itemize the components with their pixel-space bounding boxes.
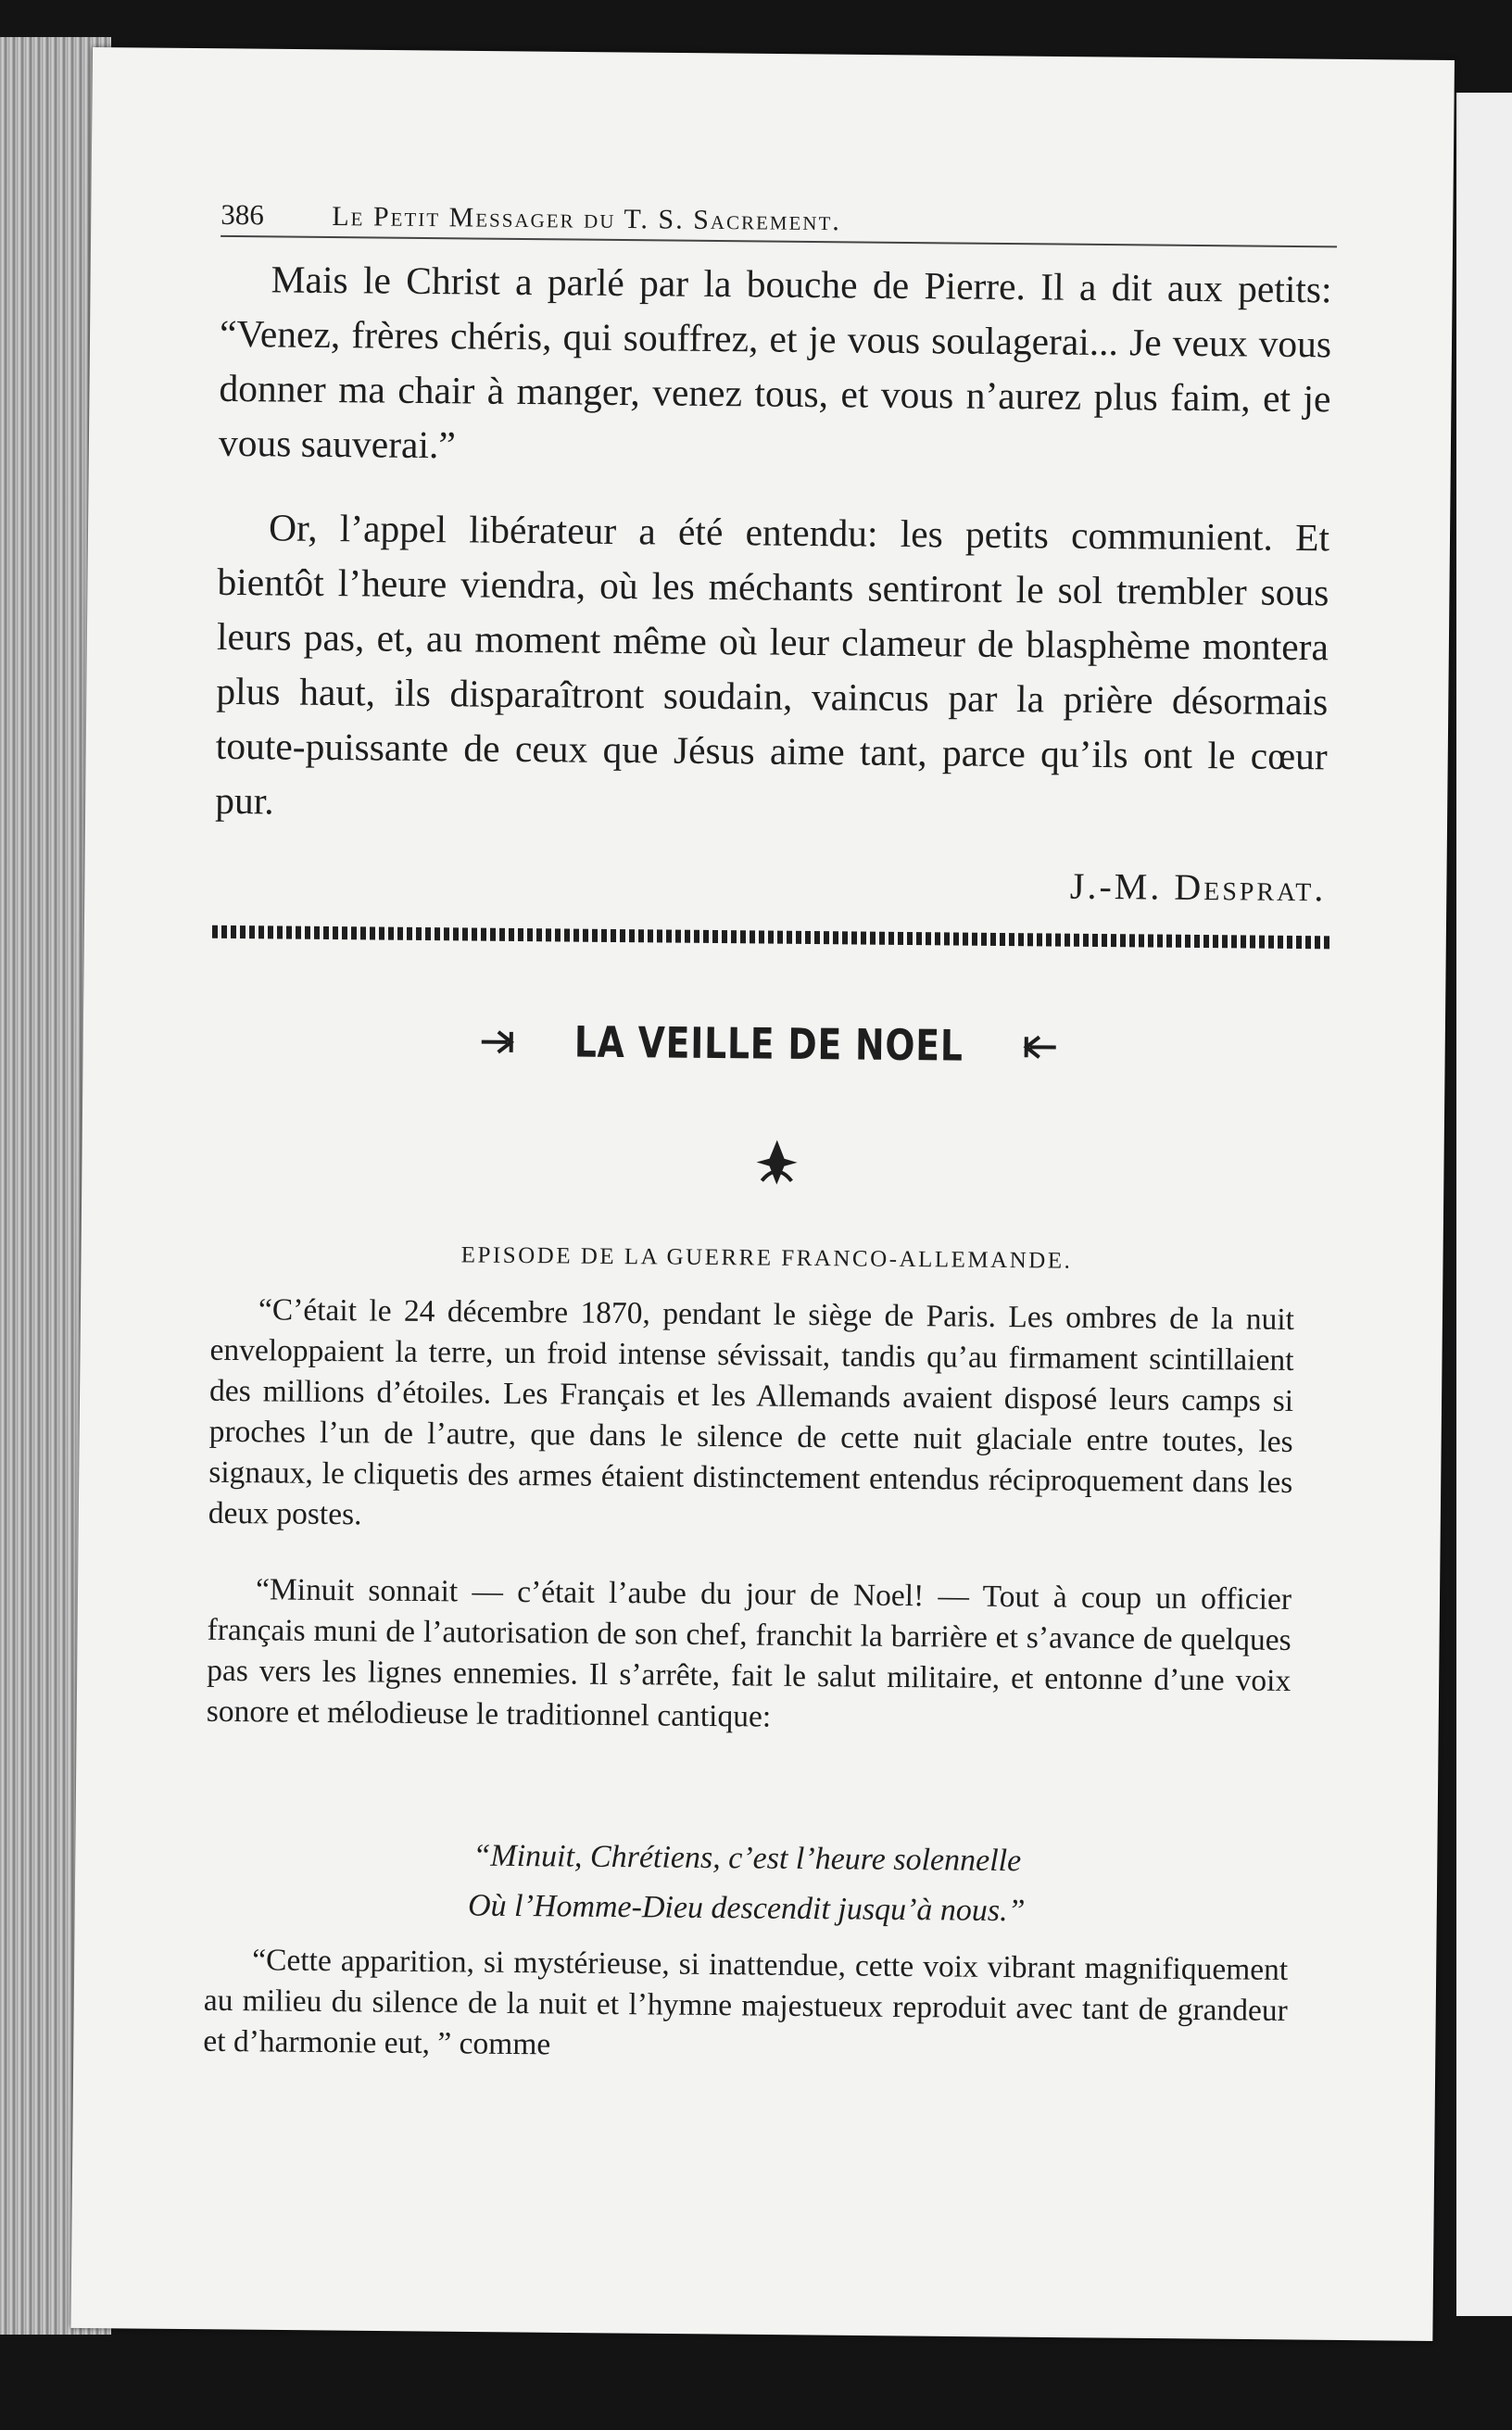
story-subtitle: EPISODE DE LA GUERRE FRANCO-ALLEMANDE. xyxy=(460,1242,1073,1274)
story-paragraph-3 xyxy=(203,1940,1288,2072)
page-number: 386 xyxy=(220,197,264,232)
author-signature: J.-M. Desprat. xyxy=(1069,864,1327,910)
arrow-ornament-right-icon xyxy=(1017,1026,1058,1070)
verse-line-1: “Minuit, Chrétiens, c’est l’heure solennelle xyxy=(472,1838,1022,1879)
story-title: LA VEILLE DE NOEL xyxy=(573,1016,964,1071)
story-paragraph-2 xyxy=(207,1569,1292,1743)
paragraph-text: Mais le Christ a parlé par la bouche de Pierre. Il a dit aux petits: “Venez, frères chéris, qui souffrez, et je vous soulagerai... Je veux vous donner ma chair à manger, venez tous, et vous n’aurez plus faim, et je vous sauverai.” xyxy=(218,258,1332,467)
paragraph-text: “Minuit sonnait — c’était l’aube du jour de Noel! — Tout à coup un officier français muni de l’autorisation de son chef, franchit la barrière et s’avance de quelques pas vers les lignes ennemies. Il s’arrête, fait le salut militaire, et entonne d’une voix sonore et mélodieuse le traditionnel cantique: xyxy=(206,1572,1292,1734)
article-paragraph-1 xyxy=(219,252,1332,482)
verse-line-2: Où l’Homme-Dieu descendit jusqu’à nous.” xyxy=(467,1888,1026,1929)
ornamental-divider xyxy=(212,925,1333,950)
running-title: Le Petit Messager du T. S. Sacrement. xyxy=(332,201,842,237)
story-title-block xyxy=(213,1014,1325,1075)
paragraph-text: “Cette apparition, si mystérieuse, si inattendue, cette voix vibrant magnifiquement au milieu du silence de la nuit et l’hymne majestueux reproduit avec tant de grandeur et d’harmonie eut, ” comme xyxy=(203,1943,1289,2062)
article-paragraph-2 xyxy=(215,500,1329,839)
arrow-ornament-left-icon xyxy=(479,1022,520,1065)
running-header xyxy=(220,180,1338,248)
paragraph-text: “C’était le 24 décembre 1870, pendant le siège de Paris. Les ombres de la nuit enveloppaient la terre, un froid intense sévissait, tandis qu’au firmament scintillaient des millions d’étoiles. Les Français et les Allemands avaient disposé leurs camps si proches l’un de l’autre, que dans le silence de cette nuit glaciale entre toutes, les signaux, le cliquetis des armes étaient distinctement entendus réciproquement dans les deux postes. xyxy=(208,1292,1295,1532)
story-paragraph-1 xyxy=(208,1290,1294,1544)
hymn-quotation xyxy=(205,1829,1290,1939)
paragraph-text: Or, l’appel libérateur a été entendu: les petits communient. Et bientôt l’heure viendra, où les méchants sentiront le sol trembler sous leurs pas, et, au moment même où leur clameur de blasphème montera plus haut, ils disparaîtront soudain, vaincus par la prière désormais toute-puissante de ceux que Jésus aime tant, parce qu’ils ont le cœur pur. xyxy=(215,506,1330,823)
fleuron-icon xyxy=(749,1134,805,1190)
